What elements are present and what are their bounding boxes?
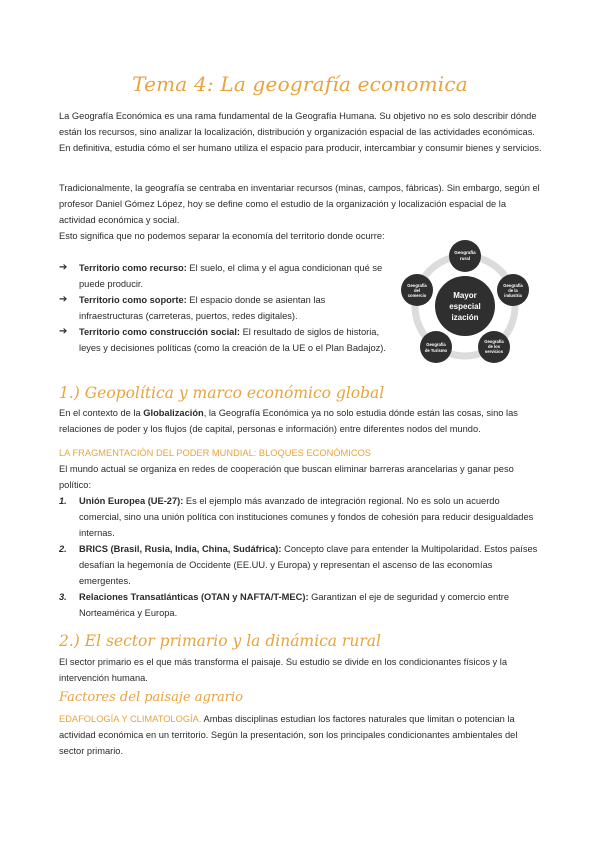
- intro-paragraph-3: Esto significa que no podemos separar la economía del territorio donde ocurre:: [59, 231, 385, 241]
- arrow-right-icon: ➔: [59, 326, 68, 337]
- svg-text:de los: de los: [487, 344, 501, 349]
- svg-text:servicios: servicios: [484, 349, 504, 354]
- svg-text:ización: ización: [451, 313, 479, 322]
- section-1-subheading: LA FRAGMENTACIÓN DEL PODER MUNDIAL: BLOQUES ECONÓMICOS: [59, 448, 372, 458]
- section-2-intro: El sector primario es el que más transforma el paisaje. Su estudio se divide en los condicionantes físicos y la intervención humana.: [59, 657, 508, 684]
- section-2-subheading: Factores del paisaje agrario: [59, 690, 243, 705]
- svg-text:especial: especial: [449, 302, 481, 311]
- bullet-bold: Territorio como construcción social:: [79, 327, 241, 337]
- item-number: 3.: [59, 592, 67, 602]
- item-number: 1.: [59, 496, 67, 506]
- bullet-text: El resultado de siglos de historia, leyes y decisiones políticas (como la creación de la UE o el Plan Badajoz).: [79, 327, 386, 354]
- svg-text:Geografía: Geografía: [426, 342, 446, 347]
- intro-paragraph-2: Tradicionalmente, la geografía se centraba en inventariar recursos (minas, campos, fábricas). Sin embargo, según el profesor Daniel Gómez López, hoy se define como el estudio de la organización y localización espacial de la actividad económica y social.: [59, 183, 540, 226]
- svg-text:Geografía: Geografía: [503, 283, 523, 288]
- numbered-item: 2. BRICS (Brasil, Rusia, India, China, Sudáfrica): Concepto clave para entender la Multipolaridad. Estos países desafían la hegemonía de Occidente (EE.UU. y Europa) y representan el ascenso de las economías emergentes.: [59, 541, 543, 589]
- svg-text:Geografía: Geografía: [407, 283, 427, 288]
- svg-text:Mayor: Mayor: [453, 291, 477, 300]
- section-2-paragraph: EDAFOLOGÍA Y CLIMATOLOGÍA. Ambas disciplinas estudian los factores naturales que limitan o potencian la actividad económica en un territorio. Según la presentación, son los principales condicionantes ambientales del sector primario.: [59, 714, 518, 757]
- intro-paragraph-1: La Geografía Económica es una rama fundamental de la Geografía Humana. Su objetivo no es solo describir dónde están los recursos, sino analizar la localización, distribución y organización espacial de las actividades económicas. En definitiva, estudia cómo el ser humano utiliza el espacio para producir, intercambiar y consumir bienes y servicios.: [59, 111, 542, 154]
- svg-text:industria: industria: [504, 293, 522, 298]
- diagram-node-servicios: [478, 331, 510, 363]
- diagram-node-comercio: [401, 274, 433, 306]
- arrow-right-icon: ➔: [59, 294, 68, 305]
- svg-text:del: del: [413, 288, 421, 293]
- diagram-node-industria: [497, 274, 529, 306]
- svg-text:de Turismo: de Turismo: [424, 348, 448, 353]
- svg-text:de la: de la: [508, 288, 518, 293]
- svg-text:comercio: comercio: [407, 293, 427, 298]
- bullet-item: [59, 260, 389, 292]
- svg-text:Geografía: Geografía: [484, 339, 504, 344]
- svg-text:Geografía: Geografía: [454, 250, 476, 255]
- diagram-node-turismo: [420, 331, 452, 363]
- bullet-bold: Territorio como recurso:: [79, 263, 187, 273]
- diagram-node-rural: [449, 240, 481, 272]
- bullet-text: El suelo, el clima y el agua condicionan qué se puede producir.: [79, 263, 383, 290]
- section-1-subtext: El mundo actual se organiza en redes de cooperación que buscan eliminar barreras arancelarias y ganar peso político:: [59, 464, 514, 491]
- specialization-diagram: [390, 236, 540, 376]
- section-1-intro: En el contexto de la Globalización, la Geografía Económica ya no solo estudia dónde están las cosas, sino las relaciones de poder y los flujos (de capital, personas e información) entre diferentes nodos del mundo.: [59, 408, 518, 435]
- numbered-item: 1. Unión Europea (UE-27): Es el ejemplo más avanzado de integración regional. No es solo un acuerdo comercial, sino una unión política con instituciones comunes y fondos de cohesión para reducir desigualdades internas.: [59, 493, 543, 541]
- section-1-heading: 1.) Geopolítica y marco económico global: [59, 384, 385, 402]
- page-title: Tema 4: La geografía economica: [132, 72, 468, 96]
- bullet-bold: Territorio como soporte:: [79, 295, 187, 305]
- svg-text:rural: rural: [459, 256, 471, 261]
- item-number: 2.: [59, 544, 67, 554]
- arrow-right-icon: ➔: [59, 262, 68, 273]
- section-2-heading: 2.) El sector primario y la dinámica rural: [59, 632, 381, 650]
- bullet-item: [59, 324, 389, 372]
- diagram-center-label: Mayor especial ización: [465, 376, 476, 377]
- bullet-item: [59, 292, 389, 324]
- numbered-item: 3. Relaciones Transatlánticas (OTAN y NAFTA/T-MEC): Garantizan el eje de seguridad y comercio entre Norteamérica y Europa.: [59, 589, 543, 621]
- bullet-text: El espacio donde se asientan las infraestructuras (carreteras, puertos, redes digitales).: [79, 295, 326, 322]
